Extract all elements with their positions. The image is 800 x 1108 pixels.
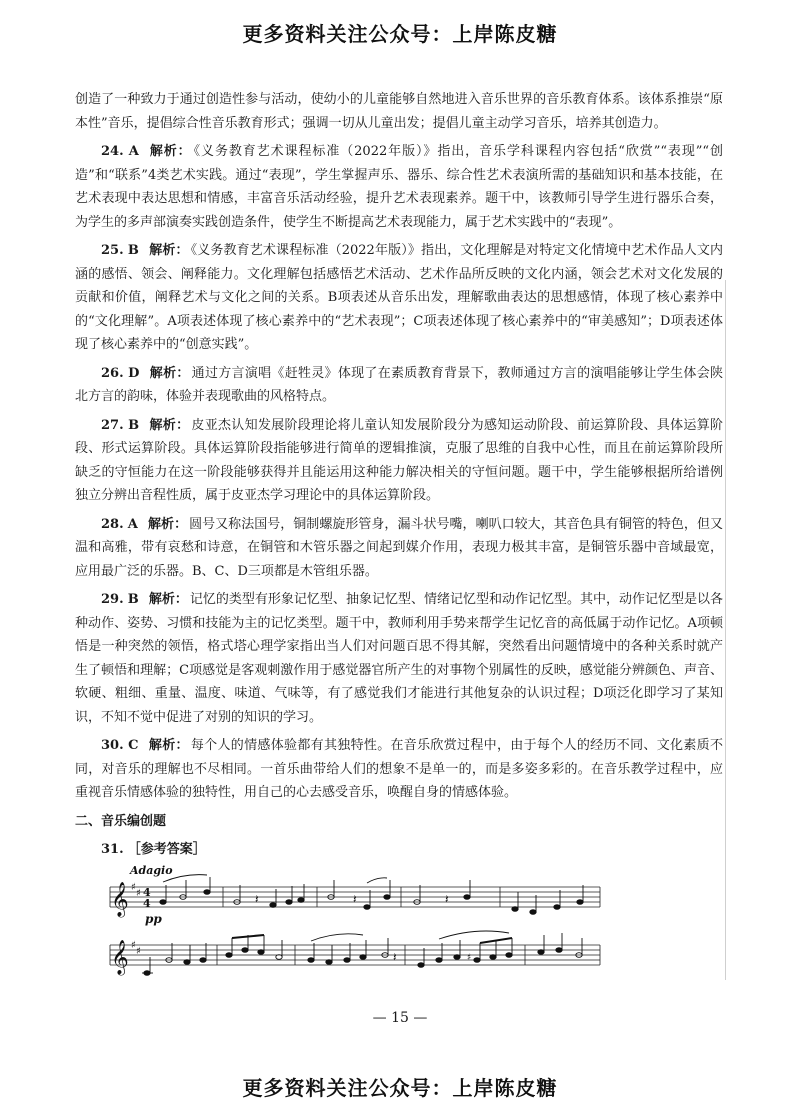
answer-29	[75, 588, 723, 729]
svg-text:𝄽: 𝄽	[393, 950, 397, 964]
question-number: 28.	[101, 516, 124, 532]
time-signature	[143, 886, 151, 910]
svg-text:♯: ♯	[467, 953, 472, 963]
answer-document	[75, 88, 723, 867]
answer-choice: B	[127, 592, 139, 607]
promo-banner-bottom: 更多资料关注公众号：上岸陈皮糖	[242, 1076, 558, 1100]
answer-choice: A	[128, 144, 139, 159]
answer-24	[75, 140, 723, 234]
svg-text:♯: ♯	[136, 946, 141, 957]
question-number: 29.	[101, 592, 124, 607]
analysis-label: 解析：	[148, 738, 189, 753]
analysis-text: 每个人的情感体验都有其独特性。在音乐欣赏过程中，由于每个人的经历不同、文化素质不同，对音乐的理解也不尽相同。一首乐曲带给人们的想象不是单一的，而是多姿多彩的。在音乐教学过程中，应重视音乐情感体验的独特性，用自己的心去感受音乐，唤醒自身的情感体验。	[75, 738, 723, 800]
answer-26	[75, 362, 723, 409]
promo-banner-top: 更多资料关注公众号：上岸陈皮糖	[242, 22, 558, 46]
svg-text:4: 4	[143, 886, 151, 899]
dynamic-marking: pp	[145, 912, 162, 926]
question-31	[75, 838, 723, 862]
treble-clef-icon	[111, 882, 129, 918]
scan-margin-line	[725, 280, 726, 980]
svg-text:𝄞: 𝄞	[111, 940, 129, 975]
svg-text:♯: ♯	[131, 940, 136, 951]
svg-text:𝄞: 𝄞	[111, 882, 129, 917]
analysis-label: 解析：	[149, 144, 192, 159]
answer-choice: C	[128, 738, 139, 753]
question-number: 31.	[101, 842, 124, 857]
analysis-label: 解析：	[149, 417, 190, 433]
analysis-text: 记忆的类型有形象记忆型、抽象记忆型、情绪记忆型和动作记忆型。其中，动作记忆型是以各种动作、姿势、习惯和技能为主的记忆类型。题干中，教师利用手势来帮学生记忆音的高低属于动作记忆。A项顿悟是一种突然的领悟，格式塔心理学家指出当人们对问题百思不得其解，突然看出问题情境中的各种关系时就产生了顿悟和理解；C项感觉是客观刺激作用于感觉器官所产生的对事物个别属性的反映，感觉能分辨颜色、声音、软硬、粗细、重量、温度、味道、气味等，有了感觉我们才能进行其他复杂的认识过程；D项泛化即学习了某知识，不知不觉中促进了对别的知识的学习。	[75, 592, 723, 725]
answer-choice: A	[127, 516, 138, 532]
question-number: 27.	[101, 417, 124, 433]
svg-text:♯: ♯	[131, 882, 136, 893]
answer-27	[75, 414, 723, 508]
question-number: 25.	[101, 243, 124, 258]
question-number: 26.	[101, 365, 124, 381]
answer-30	[75, 734, 723, 805]
key-signature	[131, 940, 141, 957]
svg-text:♯: ♯	[136, 888, 141, 899]
key-signature	[131, 882, 141, 899]
analysis-label: 解析：	[148, 592, 188, 607]
answer-choice: B	[128, 417, 140, 433]
staff-2-notes	[142, 931, 582, 975]
tempo-marking: Adagio	[130, 865, 173, 877]
reference-answer-tag: ［参考答案］	[127, 842, 206, 857]
svg-text:𝄽: 𝄽	[445, 892, 449, 906]
intro-paragraph: 创造了一种致力于通过创造性参与活动，使幼小的儿童能够自然地进入音乐世界的音乐教育体系。该体系推崇“原本性”音乐，提倡综合性音乐教育形式；强调一切从儿童出发；提倡儿童主动学习音乐，培养其创造力。	[75, 92, 723, 131]
analysis-text: 《义务教育艺术课程标准（2022年版）》指出，音乐学科课程内容包括“欣赏”“表现”“创造”和“联系”4类艺术实践。通过“表现”，学生掌握声乐、器乐、综合性艺术表演所需的基础知识和基本技能，在艺术表现中表达思想和情感，丰富音乐活动经验，提升艺术表现素养。题干中，该教师引导学生进行器乐合奏，为学生的多声部演奏实践创造条件，使学生不断提高艺术表现能力，属于艺术实践中的“表现”。	[75, 144, 723, 230]
music-score	[105, 865, 605, 985]
question-number: 30.	[101, 738, 124, 753]
analysis-label: 解析：	[149, 243, 189, 258]
answer-25	[75, 239, 723, 357]
svg-text:4: 4	[143, 897, 151, 910]
analysis-text: 皮亚杰认知发展阶段理论将儿童认知发展阶段分为感知运动阶段、前运算阶段、具体运算阶段、形式运算阶段。具体运算阶段指能够进行简单的逻辑推演，克服了思维的自我中心性，而且在前运算阶段所缺乏的守恒能力在这一阶段能够获得并且能运用这种能力解决相关的守恒问题。题干中，学生能够根据所给谱例独立分辨出音程性质，属于皮亚杰学习理论中的具体运算阶段。	[75, 417, 723, 503]
answer-choice: D	[128, 365, 140, 381]
svg-text:𝄽: 𝄽	[255, 892, 259, 906]
page-number: — 15 —	[372, 1010, 428, 1026]
analysis-label: 解析：	[148, 516, 188, 532]
answer-choice: B	[127, 243, 139, 258]
analysis-label: 解析：	[149, 365, 190, 381]
svg-text:𝄽: 𝄽	[353, 892, 357, 906]
section-heading: 二、音乐编创题	[75, 813, 167, 829]
analysis-text: 《义务教育艺术课程标准（2022年版）》指出，文化理解是对特定文化情境中艺术作品人文内涵的感悟、领会、阐释能力。文化理解包括感悟艺术活动、艺术作品所反映的文化内涵，领会艺术对文化发展的贡献和价值，阐释艺术与文化之间的关系。B项表述从音乐出发，理解歌曲表达的思想感情，体现了核心素养中的“文化理解”。A项表述体现了核心素养中的“艺术表现”；C项表述体现了核心素养中的“审美感知”；D项表述体现了核心素养中的“创意实践”。	[75, 243, 723, 352]
answer-28	[75, 513, 723, 584]
analysis-text: 圆号又称法国号，铜制螺旋形管身，漏斗状号嘴，喇叭口较大，其音色具有铜管的特色，但又温和高雅，带有哀愁和诗意，在铜管和木管乐器之间起到媒介作用，表现力极其丰富，是铜管乐器中音域最宽，应用最广泛的乐器。B、C、D三项都是木管组乐器。	[75, 516, 723, 579]
analysis-text: 通过方言演唱《赶牲灵》体现了在素质教育背景下，教师通过方言的演唱能够让学生体会陕北方言的韵味，体验并表现歌曲的风格特点。	[75, 365, 723, 404]
question-number: 24.	[101, 144, 124, 159]
treble-clef-icon	[111, 940, 129, 976]
